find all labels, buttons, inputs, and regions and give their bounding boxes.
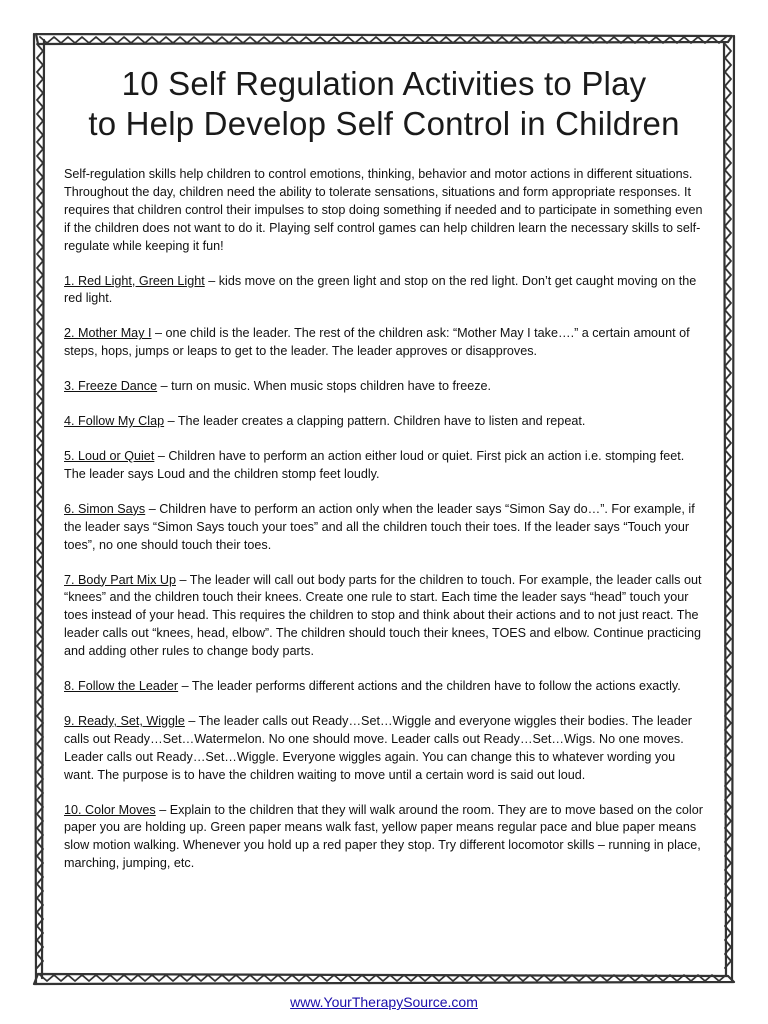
activity-3-text: – turn on music. When music stops children have to freeze. [157,379,491,394]
activity-3 [64,378,704,396]
activity-4-text: – The leader creates a clapping pattern. Children have to listen and repeat. [164,414,586,429]
activity-9-text: – The leader calls out Ready…Set…Wiggle and everyone wiggles their bodies. The leader calls out Ready…Set…Watermelon. No one should move. Leader calls out Ready…Set…Wigs. No one moves. Leader calls out Ready…Set…Wiggle. Everyone wiggles again. You can change this to whatever wording you want. The purpose is to have the children waiting to move until a certain word is said out loud. [64,713,692,782]
activity-4-heading: 4. Follow My Clap [64,414,165,429]
title-line-1: 10 Self Regulation Activities to Play [121,65,647,102]
activity-10 [64,802,704,874]
activity-2-text: – one child is the leader. The rest of the children ask: “Mother May I take….” a certain amount of steps, hops, jumps or leaps to get to the leader. The leader approves or disapproves. [64,326,690,359]
activity-2-heading: 2. Mother May I [64,326,152,341]
activity-5-heading: 5. Loud or Quiet [64,448,155,463]
activity-1-heading: 1. Red Light, Green Light [64,273,205,288]
activity-9 [64,713,704,785]
activity-7-text: – The leader will call out body parts for the children to touch. For example, the leader calls out “knees” and the children touch their knees. Create one rule to start. Each time the leader says “head” touch your toes instead of your head. This requires the children to stop and think about their actions and to not just react. The leader calls out “knees, head, elbow”. The children should touch their knees, TOES and elbow. Continue practicing and adding other rules to change body parts. [64,572,702,659]
activity-6-heading: 6. Simon Says [64,501,146,516]
activity-5-text: – Children have to perform an action either loud or quiet. First pick an action i.e. stomping feet. The leader says Loud and the children stomp feet loudly. [64,448,685,481]
activity-3-heading: 3. Freeze Dance [64,379,158,394]
activity-5 [64,448,704,484]
activity-10-text: – Explain to the children that they will walk around the room. They are to move based on the color paper you are holding up. Green paper means walk fast, yellow paper means regular pace and blue paper means slow motion walking. Whenever you hold up a red paper they stop. Try different locomotor skills – running in place, marching, jumping, etc. [64,802,703,871]
footer [0,994,768,1010]
activity-1-text: – kids move on the green light and stop on the red light. Don’t get caught moving on the red light. [64,273,697,306]
activity-6-text: – Children have to perform an action only when the leader says “Simon Say do…”. For example, if the leader says “Simon Says touch your toes” and all the children touch their toes. If the leader says “Touch your toes”, no one should touch their toes. [64,501,695,552]
activity-10-heading: 10. Color Moves [64,802,156,817]
document-body [64,64,704,873]
activity-8-text: – The leader performs different actions and the children have to follow the actions exactly. [178,679,681,694]
activity-6 [64,501,704,555]
activity-9-heading: 9. Ready, Set, Wiggle [64,713,185,728]
activity-4 [64,413,704,431]
activity-8 [64,678,704,696]
activity-7 [64,572,704,662]
activity-7-heading: 7. Body Part Mix Up [64,572,176,587]
page-title [64,64,704,144]
activity-1 [64,273,704,309]
activity-2 [64,325,704,361]
activity-8-heading: 8. Follow the Leader [64,679,179,694]
intro-paragraph: Self-regulation skills help children to control emotions, thinking, behavior and motor actions in different situations. Throughout the day, children need the ability to tolerate sensations, situations and form appropriate responses. It requires that children control their impulses to stop doing something if needed and to participate in something even if the children does not want to do it. Playing self control games can help children learn the necessary skills to self-regulate while keeping it fun! [64,167,703,253]
website-link[interactable]: www.YourTherapySource.com [290,994,478,1010]
title-line-2: to Help Develop Self Control in Children [88,105,680,142]
